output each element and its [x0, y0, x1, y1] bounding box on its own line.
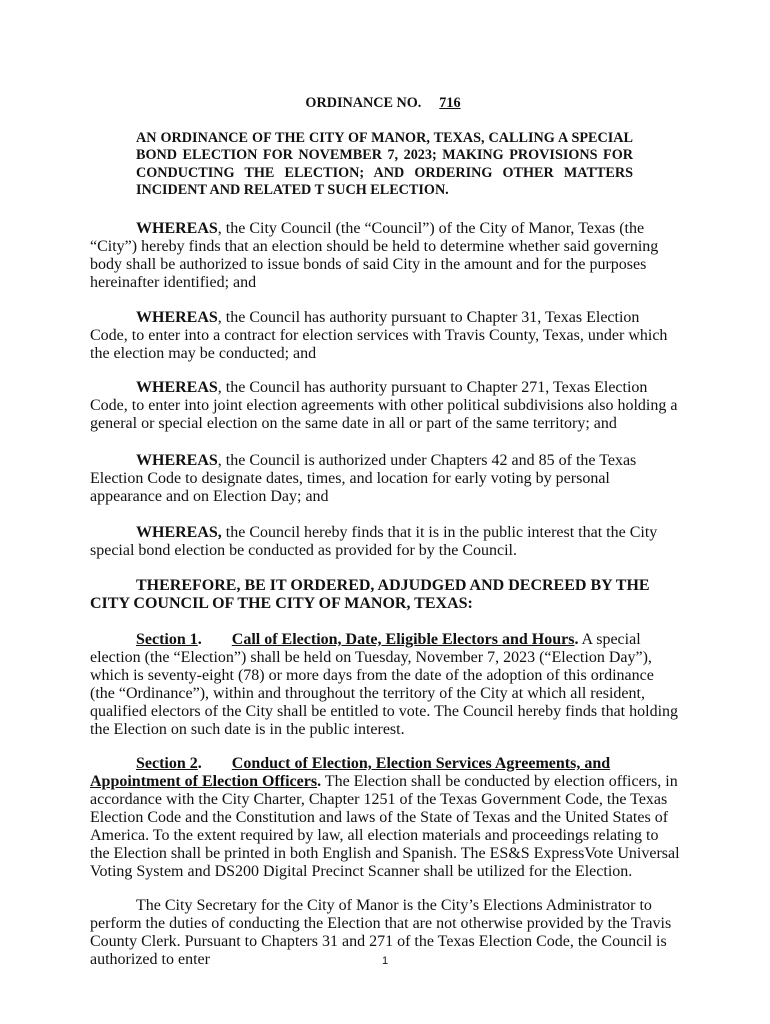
ordinance-number: 716 — [439, 95, 461, 111]
closing-paragraph: The City Secretary for the City of Manor is the City’s Elections Administrator to perform the duties of conducting the Election that are not otherwise provided by the Travis County Clerk. Pursuant to Chapters 31 and 271 of the Texas Election Code, the Council is authorized to enter — [90, 897, 672, 968]
whereas-paragraph-3 — [90, 379, 680, 433]
whereas-text: , the Council is authorized under Chapters 42 and 85 of the Texas Election Code to designate dates, times, and location for early voting by personal appearance and on Election Day; and — [90, 452, 637, 505]
whereas-paragraph-5 — [90, 524, 680, 560]
ordinance-title — [0, 95, 770, 112]
therefore-clause: THEREFORE, BE IT ORDERED, ADJUDGED AND DECREED BY THE CITY COUNCIL OF THE CITY OF MANOR, TEXAS: — [90, 577, 650, 612]
section-label: Section 2 — [136, 755, 198, 772]
whereas-text: , the Council has authority pursuant to Chapter 31, Texas Election Code, to enter into a contract for election services with Travis County, Texas, under which the election may be conducted; and — [90, 309, 668, 362]
whereas-lead: WHEREAS — [136, 452, 218, 469]
ordinance-caption: AN ORDINANCE OF THE CITY OF MANOR, TEXAS, CALLING A SPECIAL BOND ELECTION FOR NOVEMBER 7, 2023; MAKING PROVISIONS FOR CONDUCTING THE ELECTION; AND ORDERING OTHER MATTERS INCIDENT AND RELATED T SUCH ELECTION. — [136, 130, 633, 199]
whereas-lead: WHEREAS — [136, 220, 218, 237]
whereas-text: , the Council has authority pursuant to Chapter 271, Texas Election Code, to enter into joint election agreements with other political subdivisions also holding a general or special election on the same date in all or part of the same territory; and — [90, 379, 678, 432]
section-heading: Call of Election, Date, Eligible Electors and Hours — [231, 631, 575, 648]
section-2: Section 2. Conduct of Election, Election Services Agreements, and Appointment of Election Officers. The Election shall be conducted by election officers, in accordance with the City Charter, Chapter 1251 of the Texas Government Code, the Texas Election Code and the Constitution and laws of the State of Texas and the United States of America. To the extent required by law, all election materials and proceedings relating to the Election shall be printed in both English and Spanish. The ES&S ExpressVote Universal Voting System and DS200 Digital Precinct Scanner shall be utilized for the Election. — [90, 755, 680, 880]
ordinance-label: ORDINANCE NO. — [305, 95, 422, 111]
whereas-text: , the City Council (the “Council”) of the City of Manor, Texas (the “City”) hereby finds that an election should be held to determine whether said governing body shall be authorized to issue bonds of said City in the amount and for the purposes hereinafter identified; and — [90, 220, 659, 291]
whereas-text: the Council hereby finds that it is in the public interest that the City special bond election be conducted as provided for by the Council. — [90, 524, 658, 559]
whereas-paragraph-1 — [90, 220, 680, 292]
section-label: Section 1 — [136, 631, 198, 648]
section-text: The Election shall be conducted by election officers, in accordance with the City Charter, Chapter 1251 of the Texas Government Code, the Texas Election Code and the Constitution and laws of the State of Texas and the United States of America. To the extent required by law, all election materials and proceedings relating to the Election shall be printed in both English and Spanish. The ES&S ExpressVote Universal Voting System and DS200 Digital Precinct Scanner shall be utilized for the Election. — [90, 773, 680, 880]
page-number: 1 — [381, 955, 389, 967]
whereas-lead: WHEREAS — [136, 379, 218, 396]
section-text: A special election (the “Election”) shall be held on Tuesday, November 7, 2023 (“Election Day”), which is seventy-eight (78) or more days from the date of the adoption of this ordinance (the “Ordinance”), within and throughout the territory of the City at which all resident, qualified electors of the City shall be entitled to vote. The Council hereby finds that holding the Election on such date is in the public interest. — [90, 631, 679, 738]
whereas-paragraph-4 — [90, 452, 680, 506]
whereas-paragraph-2 — [90, 309, 680, 363]
whereas-lead: WHEREAS — [136, 309, 218, 326]
section-heading: Conduct of Election, Election Services Agreements, and Appointment of Election Officers — [90, 755, 611, 790]
section-1: Section 1. Call of Election, Date, Eligible Electors and Hours. A special election (the “Election”) shall be held on Tuesday, November 7, 2023 (“Election Day”), which is seventy-eight (78) or more days from the date of the adoption of this ordinance (the “Ordinance”), within and throughout the territory of the City at which all resident, qualified electors of the City shall be entitled to vote. The Council hereby finds that holding the Election on such date is in the public interest. — [90, 631, 679, 738]
whereas-lead: WHEREAS, — [136, 524, 222, 541]
